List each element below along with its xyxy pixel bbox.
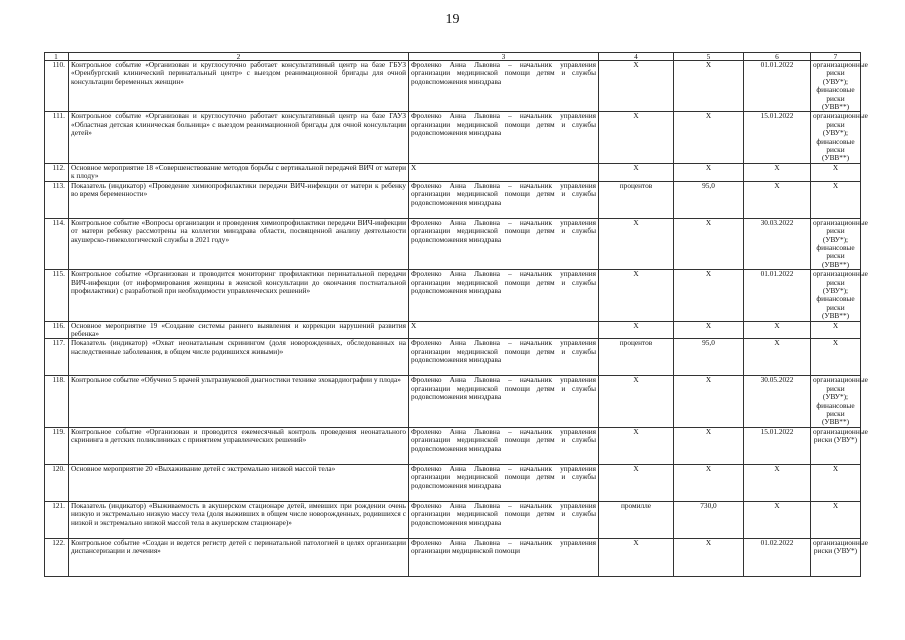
responsible-person: Фроленко Анна Львовна – начальник управления организации медицинской помощи детям и службы родовспоможения минздрава [409, 270, 599, 321]
column-number: 2 [69, 53, 409, 61]
deadline-date: 30.03.2022 [744, 218, 811, 269]
column-number: 1 [45, 53, 69, 61]
row-number: 111. [45, 112, 69, 163]
table-row [45, 181, 861, 218]
event-name: Контрольное событие «Организован и круглосуточно работает консультативный центр на базе ГБУЗ «Оренбургский клинический перинатальный центр» с выездом реанимационной бригады для очной консультации беременных женщин» [69, 61, 409, 112]
risk-type: X [811, 464, 861, 501]
event-name: Контрольное событие «Вопросы организации и проведения химиопрофилактики передачи ВИЧ-инфекции от матери ребенку рассмотрены на коллегии минздрава области, посвященной анализу деятельности акушерско-гинекологической службы в 2021 году» [69, 218, 409, 269]
row-number: 119. [45, 427, 69, 464]
risk-type: организационные риски (УВУ*) [811, 538, 861, 576]
risk-type: организационные риски (УВУ*); финансовые риски (УВВ**) [811, 218, 861, 269]
responsible-person: Фроленко Анна Львовна – начальник управления организации медицинской помощи детям и службы родовспоможения минздрава [409, 61, 599, 112]
target-value: 95,0 [674, 339, 744, 376]
risk-type: X [811, 321, 861, 339]
unit-of-measure: X [599, 538, 674, 576]
unit-of-measure: X [599, 427, 674, 464]
target-value: 95,0 [674, 181, 744, 218]
responsible-person: Фроленко Анна Львовна – начальник управления организации медицинской помощи детям и службы родовспоможения минздрава [409, 218, 599, 269]
event-name: Основное мероприятие 19 «Создание системы раннего выявления и коррекции нарушений развития ребенка» [69, 321, 409, 339]
deadline-date: 01.01.2022 [744, 270, 811, 321]
table-row [45, 339, 861, 376]
risk-type: организационные риски (УВУ*) [811, 427, 861, 464]
deadline-date: 01.01.2022 [744, 61, 811, 112]
risk-type: X [811, 339, 861, 376]
event-name: Показатель (индикатор) «Охват неонатальным скринингом (доля новорожденных, обследованных на наследственные заболевания, в общем числе родившихся живыми)» [69, 339, 409, 376]
table-row [45, 218, 861, 269]
target-value: X [674, 218, 744, 269]
target-value: 730,0 [674, 501, 744, 538]
responsible-person: Фроленко Анна Львовна – начальник управления организации медицинской помощи детям и службы родовспоможения минздрава [409, 339, 599, 376]
row-number: 110. [45, 61, 69, 112]
risk-type: X [811, 181, 861, 218]
unit-of-measure: X [599, 112, 674, 163]
table-row [45, 427, 861, 464]
row-number: 112. [45, 163, 69, 181]
event-name: Контрольное событие «Организован и проводится ежемесячный контроль проведения неонатального скрининга в детских поликлиниках с принятием управленческих решений» [69, 427, 409, 464]
target-value: X [674, 376, 744, 427]
deadline-date: X [744, 163, 811, 181]
row-number: 120. [45, 464, 69, 501]
table-row [45, 538, 861, 576]
responsible-person: X [409, 321, 599, 339]
risk-type: организационные риски (УВУ*); финансовые риски (УВВ**) [811, 112, 861, 163]
target-value: X [674, 321, 744, 339]
event-name: Основное мероприятие 18 «Совершенствование методов борьбы с вертикальной передачей ВИЧ от матери к плоду» [69, 163, 409, 181]
deadline-date: X [744, 339, 811, 376]
row-number: 113. [45, 181, 69, 218]
deadline-date: 15.01.2022 [744, 112, 811, 163]
table-row [45, 376, 861, 427]
event-name: Основное мероприятие 20 «Выхаживание детей с экстремально низкой массой тела» [69, 464, 409, 501]
unit-of-measure: X [599, 376, 674, 427]
target-value: X [674, 427, 744, 464]
target-value: X [674, 464, 744, 501]
target-value: X [674, 270, 744, 321]
deadline-date: 30.05.2022 [744, 376, 811, 427]
row-number: 114. [45, 218, 69, 269]
responsible-person: Фроленко Анна Львовна – начальник управления организации медицинской помощи детям и службы родовспоможения минздрава [409, 464, 599, 501]
table-row [45, 464, 861, 501]
row-number: 116. [45, 321, 69, 339]
deadline-date: X [744, 181, 811, 218]
risk-type: X [811, 501, 861, 538]
risk-type: организационные риски (УВУ*); финансовые риски (УВВ**) [811, 376, 861, 427]
deadline-date: X [744, 321, 811, 339]
event-name: Контрольное событие «Организован и проводится мониторинг профилактики перинатальной передачи ВИЧ-инфекции (от информирования женщины в женской консультации до окончания постнатальной профилактики) с разработкой при необходимости управленческих решений» [69, 270, 409, 321]
event-name: Показатель (индикатор) «Проведение химиопрофилактики передачи ВИЧ-инфекции от матери к ребенку во время беременности» [69, 181, 409, 218]
event-name: Показатель (индикатор) «Выживаемость в акушерском стационаре детей, имевших при рождении очень низкую и экстремально низкую массу тела (доля выживших в общем числе новорожденных, родившихся с низкой и экстремально низкой массой тела в акушерском стационаре)» [69, 501, 409, 538]
unit-of-measure: X [599, 163, 674, 181]
deadline-date: X [744, 464, 811, 501]
risk-type: организационные риски (УВУ*); финансовые риски (УВВ**) [811, 270, 861, 321]
column-number: 4 [599, 53, 674, 61]
responsible-person: Фроленко Анна Львовна – начальник управления организации медицинской помощи [409, 538, 599, 576]
event-name: Контрольное событие «Создан и ведется регистр детей с перинатальной патологией в целях организации диспансеризации и лечения» [69, 538, 409, 576]
unit-of-measure: процентов [599, 181, 674, 218]
column-number: 6 [744, 53, 811, 61]
table-row [45, 321, 861, 339]
responsible-person: Фроленко Анна Львовна – начальник управления организации медицинской помощи детям и службы родовспоможения минздрава [409, 376, 599, 427]
deadline-date: 01.02.2022 [744, 538, 811, 576]
unit-of-measure: X [599, 270, 674, 321]
table-row [45, 501, 861, 538]
row-number: 117. [45, 339, 69, 376]
unit-of-measure: X [599, 464, 674, 501]
table-row [45, 270, 861, 321]
unit-of-measure: X [599, 321, 674, 339]
column-number: 7 [811, 53, 861, 61]
column-number: 5 [674, 53, 744, 61]
responsible-person: X [409, 163, 599, 181]
table-row [45, 112, 861, 163]
page-number: 19 [445, 12, 460, 27]
deadline-date: 15.01.2022 [744, 427, 811, 464]
table-body [45, 52, 868, 577]
plan-table [44, 52, 868, 577]
unit-of-measure: X [599, 61, 674, 112]
row-number: 118. [45, 376, 69, 427]
row-number: 115. [45, 270, 69, 321]
risk-type: организационные риски (УВУ*); финансовые риски (УВВ**) [811, 61, 861, 112]
unit-of-measure: промилле [599, 501, 674, 538]
event-name: Контрольное событие «Организован и круглосуточно работает консультативный центр на базе ГАУЗ «Областная детская клиническая больница» с выездом реанимационной бригады для очной консультации детей» [69, 112, 409, 163]
event-name: Контрольное событие «Обучено 5 врачей ультразвуковой диагностики технике эхокардиографии у плода» [69, 376, 409, 427]
table-row [45, 163, 861, 181]
target-value: X [674, 61, 744, 112]
row-number: 121. [45, 501, 69, 538]
responsible-person: Фроленко Анна Львовна – начальник управления организации медицинской помощи детям и службы родовспоможения минздрава [409, 181, 599, 218]
row-number: 122. [45, 538, 69, 576]
target-value: X [674, 163, 744, 181]
target-value: X [674, 538, 744, 576]
column-number: 3 [409, 53, 599, 61]
deadline-date: X [744, 501, 811, 538]
unit-of-measure: X [599, 218, 674, 269]
unit-of-measure: процентов [599, 339, 674, 376]
target-value: X [674, 112, 744, 163]
responsible-person: Фроленко Анна Львовна – начальник управления организации медицинской помощи детям и службы родовспоможения минздрава [409, 427, 599, 464]
risk-type: X [811, 163, 861, 181]
table-row [45, 61, 861, 112]
responsible-person: Фроленко Анна Львовна – начальник управления организации медицинской помощи детям и службы родовспоможения минздрава [409, 112, 599, 163]
responsible-person: Фроленко Анна Львовна – начальник управления организации медицинской помощи детям и службы родовспоможения минздрава [409, 501, 599, 538]
